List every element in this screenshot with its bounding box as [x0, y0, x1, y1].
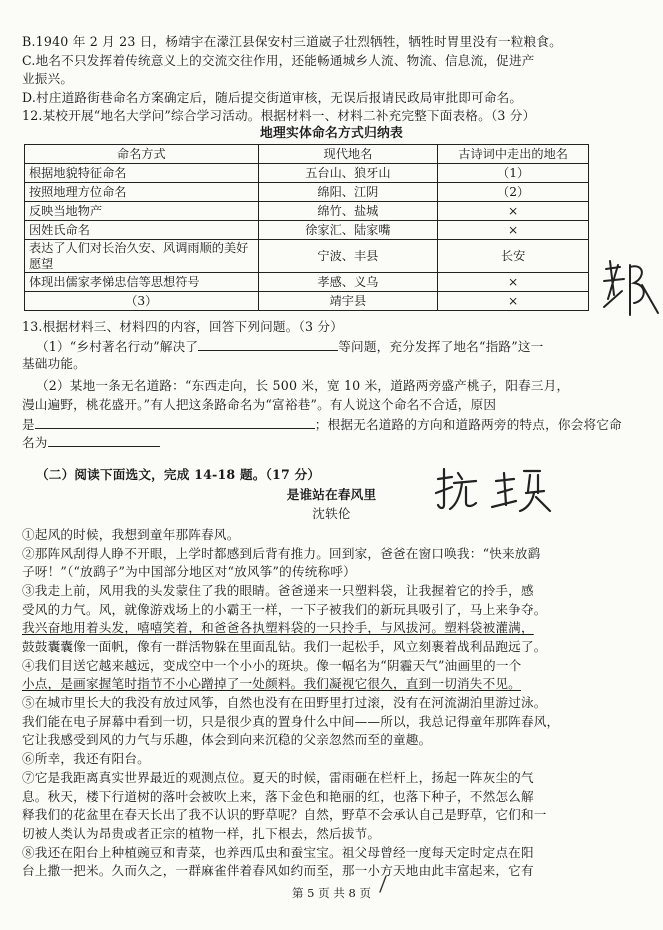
table-cell: （2）	[438, 183, 589, 202]
q13-part1-suffix: 等问题，充分发挥了地名“指路”这一	[338, 339, 544, 354]
option-c-line2: 业振兴。	[22, 71, 74, 86]
table-cell: 因姓氏命名	[25, 221, 259, 240]
table-cell: 宁波、丰县	[258, 240, 438, 273]
table-title: 地理实体命名方式归纳表	[260, 126, 403, 141]
answer-blank[interactable]	[198, 337, 338, 351]
question-13: 13.根据材料三、材料四的内容，回答下列问题。（3 分）	[22, 319, 344, 334]
table-row	[25, 164, 589, 183]
answer-blank[interactable]	[35, 415, 315, 429]
answer-blank[interactable]	[48, 433, 160, 447]
q13-part2-line2: 漫山遍野，桃花盛开。”有人把这条路命名为“富裕巷”。有人说这个命名不合适，原因	[22, 397, 497, 412]
handwritten-mark-right	[600, 255, 660, 325]
paragraph-line: ④我们目送它越来越远，变成空中一个小小的斑块。像一幅名为“阴霾天气”油画里的一个	[22, 658, 522, 673]
table-header-row	[25, 145, 589, 164]
option-c-line1: C.地名不只发挥着传统意义上的交流交往作用，还能畅通城乡人流、物流、信息流，促进产	[22, 53, 535, 68]
q13-part2-naming: 名为	[22, 435, 48, 450]
table-header: 命名方式	[25, 145, 259, 164]
q13-part1	[36, 337, 645, 356]
table-cell: 绵竹、盐城	[258, 202, 438, 221]
table-cell: ×	[438, 221, 589, 240]
paragraph-line: ⑤在城市里长大的我没有放过风筝，自然也没有在田野里打过滚，没有在河流湖泊里游过泳。	[22, 695, 547, 710]
table-cell: ×	[438, 202, 589, 221]
table-row	[25, 183, 589, 202]
paragraph-line: 我们能在电子屏幕中看到一切，只是很少真的置身什么中间——所以，我总记得童年那阵春风，	[22, 714, 560, 729]
question-12: 12.某校开展“地名大学问”综合学习活动。根据材料一、材料二补充完整下面表格。（3 分）	[22, 108, 536, 123]
table-header: 古诗词中走出的地名	[438, 145, 589, 164]
table-cell: 按照地理方位命名	[25, 183, 259, 202]
table-cell: 绵阳、江阴	[258, 183, 438, 202]
option-d: D.村庄道路街巷命名方案确定后，随后提交街道审核，无误后报请民政局审批即可命名。	[22, 90, 523, 105]
q13-part1-cont: 基础功能。	[22, 356, 86, 371]
paragraph-line: 息。秋天，楼下行道树的落叶会被吹上来，落下金色和艳丽的红，也落下种子，不然怎么解	[22, 789, 534, 804]
table-cell: （3）	[25, 292, 259, 311]
table-cell: 徐家汇、陆家嘴	[258, 221, 438, 240]
page-footer: 第 5 页 共 8 页	[292, 886, 371, 900]
table-cell: （1）	[438, 164, 589, 183]
table-cell: 孝感、义乌	[258, 273, 438, 292]
paragraph-line: ⑥所幸，我还有阳台。	[22, 751, 150, 766]
reading-title: 是谁站在春风里	[286, 487, 377, 502]
paragraph-line: 子呀！”（“放鹞子”为中国部分地区对“放风筝”的传统称呼）	[22, 564, 356, 579]
q13-part2-prefix: 是	[22, 417, 35, 432]
table-cell: 根据地貌特征命名	[25, 164, 259, 183]
q13-part1-prefix: （1）“乡村著名行动”解决了	[36, 339, 199, 354]
q13-part2-line3	[22, 415, 645, 434]
q13-part2-suffix: ；根据无名道路的方向和道路两旁的特点，你会将它命	[314, 417, 622, 432]
table-header: 现代地名	[258, 145, 438, 164]
paragraph-line: ⑦它是我距离真实世界最近的观测点位。夏天的时候，雷雨砸在栏杆上，扬起一阵灰尘的气	[22, 770, 534, 785]
table-cell: ×	[438, 292, 589, 311]
table-row	[25, 221, 589, 240]
naming-table	[24, 144, 589, 311]
paragraph-line-underlined: 小点，是画家握笔时指节不小心蹭掉了一处颜料。我们凝视它很久，直到一切消失不见。	[22, 676, 521, 691]
table-cell: 体现出儒家孝悌忠信等思想符号	[25, 273, 259, 292]
table-cell: 靖宇县	[258, 292, 438, 311]
table-row	[25, 292, 589, 311]
q13-part2-line4	[22, 433, 645, 452]
paragraph-line: ③我走上前，风用我的头发蒙住了我的眼睛。爸爸递来一只塑料袋，让我握着它的拎手，感	[22, 583, 534, 598]
table-row	[25, 202, 589, 221]
table-cell: ×	[438, 273, 589, 292]
q13-part2-line1: （2）某地一条无名道路：“东西走向，长 500 米，宽 10 米，道路两旁盛产桃子，阳春三月，	[36, 378, 570, 393]
paragraph-line: 鼓鼓囊囊像一面帆，像有一群活物躲在里面乱钻。我们一起松手，风立刻裹着战利品跑远了。	[22, 639, 547, 654]
paragraph-line: 切被人类认为昂贵或者正宗的植物一样，扎下根去，然后拔节。	[22, 826, 381, 841]
paragraph-line: 台上撒一把米。久而久之，一群麻雀伴着春风如约而至，那一小方天地由此丰富起来，它有	[22, 863, 534, 878]
table-row	[25, 240, 589, 273]
paragraph-line: ⑧我还在阳台上种植豌豆和青菜，也养西瓜虫和蚕宝宝。祖父母曾经一度每天定时定点在阳	[22, 845, 534, 860]
paragraph-line: 释我们的花盆里在春天长出了我不认识的野草呢？自然，野草不会承认自己是野草，它们和一	[22, 807, 547, 822]
paragraph-line: ②那阵风刮得人睁不开眼，上学时都感到后背有推力。回到家，爸爸在窗口唤我：“快来放鹞	[22, 546, 541, 561]
paragraph-line: ①起风的时候，我想到童年那阵春风。	[22, 527, 240, 542]
table-cell: 长安	[438, 240, 589, 273]
paragraph-line-underlined: 我兴奋地用着头发，嘻嘻笑着，和爸爸各执塑料袋的一只拎手，与风拔河。塑料袋被灌满，	[22, 620, 534, 635]
table-cell: 五台山、狼牙山	[258, 164, 438, 183]
table-cell: 表达了人们对长治久安、风调雨顺的美好愿望	[25, 240, 259, 273]
reading-header: （二）阅读下面选文，完成 14-18 题。（17 分）	[36, 467, 321, 482]
reading-author: 沈轶伦	[312, 506, 351, 521]
table-cell: 反映当地物产	[25, 202, 259, 221]
paragraph-line: 受风的力气。风，就像游戏场上的小霸王一样，一下子被我们的新玩具吸引了，马上来争夺。	[22, 602, 547, 617]
handwritten-mark-header	[432, 465, 562, 513]
paragraph-line: 它让我感受到风的力气与乐趣，体会到向来沉稳的父亲忽然而至的童趣。	[22, 732, 432, 747]
option-b: B.1940 年 2 月 23 日，杨靖宇在濛江县保安村三道崴子壮烈牺牲，牺牲时胃里没有一粒粮食。	[22, 34, 562, 49]
table-row	[25, 273, 589, 292]
